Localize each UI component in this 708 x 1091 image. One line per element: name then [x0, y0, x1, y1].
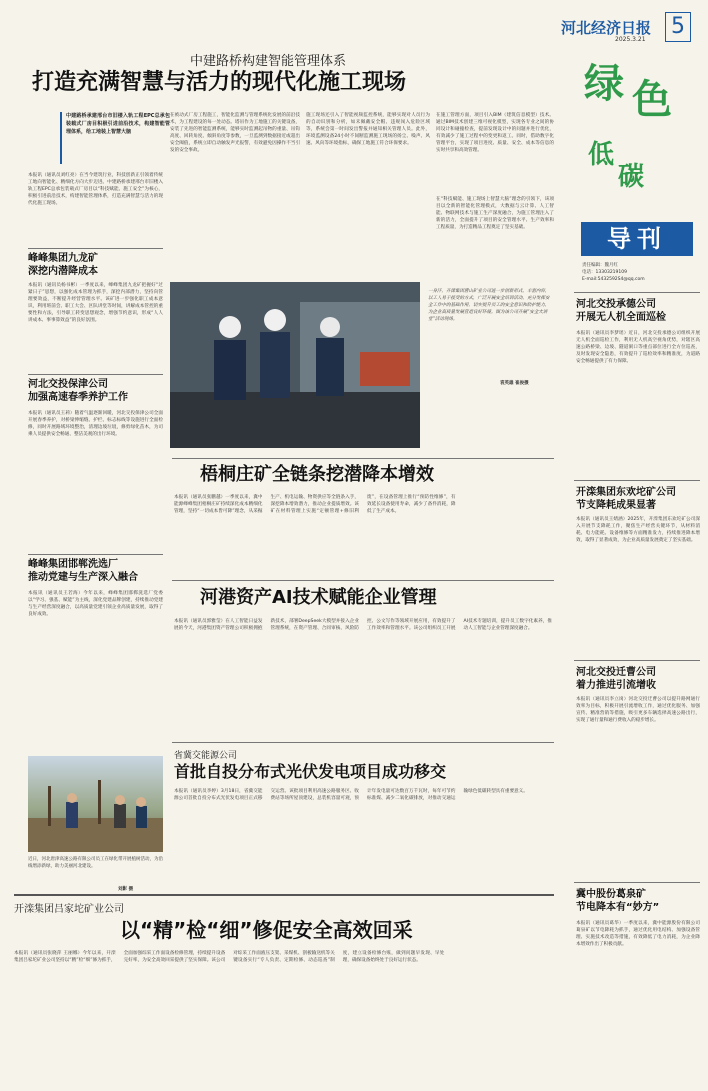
lead-deck: [60, 112, 170, 164]
story-tongchuan-headline: 梧桐庄矿全链条挖潜降本增效: [200, 464, 434, 485]
story-hegang-body: 本报讯（通讯员郭雅莹）在人工智能日益发展的今天，河港集团资产管理公司积极拥抱新技术，部署DeepSeek大模型并接入企业管理系统，在资产管理、合同审核、风险防控、公文写作等领域开展应用，有效提升了工作效率和管理水平。该公司组织员工开展AI技术专题培训，提升员工数字化素养，推动人工智能与企业管理深度融合。: [174, 619, 552, 631]
section-char-3: 低: [588, 140, 615, 170]
lead-body-col3: 施工现场还引入了智能视频监控系统，能够实现对人员行为的自动识别和分析，如未佩戴安全帽、违规闯入危险区域等，系统会第一时间发出警报并通知相关管理人员。此外，环境监测设备24小时不间断监测施工现场的扬尘、噪声、风速、风向等环境指标，确保工地施工符合环保要求。: [306, 113, 430, 146]
story-pv-kicker: 省冀交能源公司: [174, 751, 238, 761]
editor-email: E-mail:5432592S4@qq.com: [582, 277, 645, 282]
story-pv-body: 本报讯（通讯员李婷）3月18日，省冀交能源公司首批自投分布式光伏发电项目正式移交运营。该批项目利用高速公路服务区、收费站等场所屋顶建设，总装机容量可观，预计年发电量可达数百万千瓦时，每年可节约标准煤、减少二氧化碳排放，对推动交通运输绿色低碳转型具有重要意义。: [174, 789, 528, 801]
page-number: 5: [665, 12, 691, 42]
lead-headline: 打造充满智慧与活力的现代化施工现场: [32, 70, 407, 95]
masthead: [557, 14, 697, 46]
bottom-kicker: 开滦集团吕家坨矿业公司: [14, 904, 124, 915]
bottom-headline: 以“精”检“细”修促安全高效回采: [120, 918, 413, 942]
section-char-2: 色: [632, 77, 672, 123]
section-label: 导刊: [581, 222, 693, 256]
editor-phone: 电话：13303219109: [582, 270, 627, 275]
paper-name: 河北经济日报: [561, 19, 652, 37]
right-story-1-title: 河北交投承德公司 开展无人机全面巡检: [576, 299, 666, 323]
lead-body-col4: 在施工管理方面，项目引入BIM（建筑信息模型）技术。通过BIM技术创建三维可视化模型，实现各专业之间的协同设计和碰撞检查，提前发现设计中的问题并进行优化，有效减少了施工过程中的变更和返工。同时，借助数字化管理平台，实现了项目进度、质量、安全、成本等信息的实时共享和高效管理。: [436, 113, 554, 153]
left-story-2-body: 本报讯（通讯员王莉）随着气温逐渐回暖，河北交投保津公司全面开展春季养护，对桥梁伸缩缝、护栏、标志标线等设施进行全面检修，同时开展路域环境整治，清理边坡垃圾，修剪绿化苗木，为司乘人员提供安全畅通、整洁美观的出行环境。: [28, 411, 163, 437]
section-char-1: 绿: [584, 61, 624, 107]
left-story-2-title: 河北交投保津公司 加强高速春季养护工作: [28, 379, 128, 403]
right-story-2-title: 开滦集团东欢坨矿公司 节支降耗成果显著: [576, 487, 676, 511]
editor-name: 责任编辑：魏月红: [582, 263, 618, 268]
story-tongchuan-body: 本报讯（通讯员张鹏越）一季度以来，冀中能源峰峰集团梧桐庄矿持续深化成本精细化管理，坚持“一切成本皆可降”理念，从采掘生产、机电运输、物资供应等全链条入手，深挖降本增效潜力，推动企业提质增效。该矿在材料管理上实施“定额管理+修旧利废”，在设备管理上推行“预防性维修”，有效延长设备使用寿命，减少了备件消耗，降低了生产成本。: [174, 495, 456, 514]
lead-body-col2: 在被动式厂房工程施工，智能化监测与管理系统化发展的前沿技术，为工程建设的每一处动态。塔吊作为工地施工的关键设备，安装了先进的智能监测系统，能够实时监测起吊物的重量、吊钩高度、回转角度、倾斜角度等参数，一旦监测到数据接近或超出安全阈值，系统立即自动触发声光报警，有效避免因操作不当引发的安全事故。: [170, 113, 300, 153]
right-story-3-title: 河北交投迁曹公司 着力推进引流增收: [576, 667, 656, 691]
tree-photo-credit: 刘影 摄: [118, 887, 134, 892]
editor-info: [582, 262, 700, 283]
story-hegang-headline: 河港资产AI技术赋能企业管理: [200, 587, 437, 608]
story-pv-headline: 首批自投分布式光伏发电项目成功移交: [174, 762, 447, 781]
lead-kicker: 中建路桥构建智能管理体系: [190, 54, 347, 69]
tree-planting-photo: [28, 756, 163, 852]
left-story-1-title: 峰峰集团九龙矿 深挖内潜降成本: [28, 253, 98, 277]
left-story-1-body: 本报讯（通讯员杨书彬）一季度以来，峰峰集团九龙矿把握好“过紧日子”思想，以强化成本管理为抓手，深挖内部潜力，坚持向管理要效益，不断提升经营管理水平。该矿进一步强化职工成本意识，利用班前会、职工大会、区队讲堂等时间，讲解成本管控的重要性和方法，引导职工转变思想观念，增强节约意识，形成“人人讲成本、事事算效益”的良好氛围。: [28, 283, 163, 323]
right-story-2-body: 本报讯（通讯员王婧涵）2025年，开滦集团东欢坨矿公司深入开展节支降耗工作，聚焦生产经营关键环节，从材料消耗、电力能耗、设备维修等方面精准发力，持续推进降本增效，取得了显著成效，为企业高质量发展奠定了坚实基础。: [576, 517, 700, 543]
miners-illustration: [170, 282, 420, 448]
tree-photo-caption: 近日，河北唐津高速公路有限公司员工在绿化带开展植树活动，为沿线增添新绿，助力美丽河北建设。: [28, 857, 163, 869]
tree-planting-illustration: [28, 756, 163, 852]
bottom-body: 本报讯（通讯员张晓萍 王丽娜）今年以来，开滦集团吕家坨矿业公司坚持以“精”检“细”修为抓手，全面加强综采工作面设备检修管理，持续提升设备完好率，为安全高效回采提供了坚实保障。该公司对综采工作面液压支架、采煤机、刮板输送机等关键设备实行“专人负责、定期检修、动态巡查”制度，建立设备检修台账，做到问题早发现、早处理，确保设备始终处于良好运行状态。: [14, 951, 445, 963]
left-story-3-body: 本报讯（通讯员王若海）今年以来，峰峰集团邯郸洗选厂党委以“学习、强基、赋能”为主线，深化党建品牌创建，持续推动党建与生产经营深度融合，以高质量党建引领企业高质量发展，取得了良好成效。: [28, 591, 163, 617]
right-story-1-body: 本报讯（通讯员李梦瑶）近日，河北交投承德公司组织开展无人机全面巡检工作，利用无人机高空视角优势，对辖区高速公路桥梁、边坡、隧道洞口等重点部位进行全方位巡查，及时发现安全隐患，有效提升了巡检效率和精准度，为道路安全畅通提供了有力保障。: [576, 331, 700, 364]
left-story-3-title: 峰峰集团邯郸洗选厂 推动党建与生产深入融合: [28, 559, 138, 583]
right-story-4-title: 冀中股份葛泉矿 节电降本有“妙方”: [576, 889, 660, 913]
lead-body-col5: 在“科技赋能、施工现场上智慧大脑”理念的引领下，该项目以全新的智能化管理模式，大数据与云计算、人工智能、物联网技术与施工生产深度融合，为施工管理注入了新的活力，全面提升了项目的安全管理水平、生产效率和工程质量，为打造精品工程奠定了坚实基础。: [436, 197, 554, 230]
lead-photo-credit: 袁英雄 崔俊摄: [500, 381, 529, 386]
lead-deck-text: 中建路桥承建邢台市旧楼入轨工程EPC总承包装载式厂房目积极引进前沿技术，构建智能管理体系，给工地装上智慧大脑: [66, 113, 170, 135]
lead-photo-caption: 一身汗，开滦集团唐山矿业公司进一步创新形式，丰富内容，以工人易于接受的方式，广泛开展安全培训活动，充分发挥安全工作中的基础作用，切实提升员工的安全意识和防护能力，为企业高质量发展营造良好环境。图为该公司开展“安全大讲堂”活动现场。: [428, 289, 550, 322]
right-story-3-body: 本报讯（通讯员李立岗）河北交投迁曹公司以提升路网通行效率为目标，积极开展引流增收工作，通过优化服务、加强宣传、精准营销等措施，吸引更多车辆选择高速公路出行，实现了通行量和通行费收入的稳步增长。: [576, 697, 700, 723]
lead-body-col1: 本报讯（通讯员刘红亮）在当今建筑行业，科技创新正引领着传统工地向智能化、精细化方向大步迈进。中建路桥承建邢台市旧楼入轨工程EPC总承包装载式厂房目以“科技赋能、施工安全”为核心，积极引进前沿技术，构建智能管理体系，打造充满智慧与活力的现代化施工现场。: [28, 173, 163, 206]
section-banner: [584, 62, 696, 222]
section-char-4: 碳: [618, 162, 645, 192]
lead-photo-miners: [170, 282, 420, 448]
right-story-4-body: 本报讯（通讯员葛华）一季度以来，冀中能源股份有限公司葛泉矿以节电降耗为抓手，通过优化用电结构、加强设备管理、实施技术改造等措施，有效降低了电力消耗，为企业降本增效作出了积极贡献。: [576, 921, 700, 947]
issue-date: 2025.3.21: [615, 36, 646, 43]
